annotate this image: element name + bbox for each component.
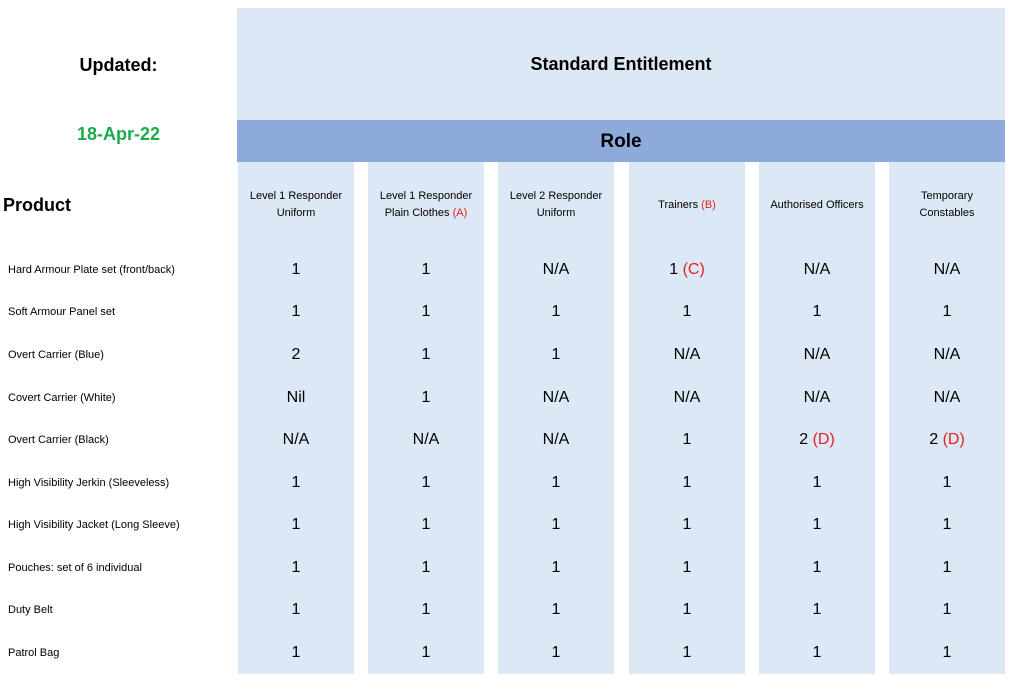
entitlement-value: 1 <box>551 474 561 491</box>
product-name: High Visibility Jerkin (Sleeveless) <box>8 477 170 489</box>
entitlement-cell <box>238 516 354 534</box>
role-note-marker: (B) <box>698 198 716 211</box>
entitlement-note-marker: (D) <box>938 431 965 448</box>
entitlement-value: N/A <box>933 346 961 363</box>
entitlement-value: 1 <box>551 303 561 320</box>
entitlement-cell <box>368 474 484 492</box>
entitlement-cell <box>759 346 875 364</box>
entitlement-cell <box>759 601 875 619</box>
entitlement-cell <box>759 474 875 492</box>
entitlement-cell <box>498 389 614 407</box>
entitlement-value: 1 <box>682 601 692 618</box>
role-column-header <box>759 180 875 230</box>
entitlement-value: 1 <box>551 516 561 533</box>
entitlement-value: 1 <box>682 474 692 491</box>
entitlement-cell <box>238 261 354 279</box>
entitlement-cell <box>368 644 484 662</box>
product-name: Hard Armour Plate set (front/back) <box>8 264 175 276</box>
role-column-background <box>629 162 745 674</box>
entitlement-cell <box>889 261 1005 279</box>
entitlement-note-marker: (C) <box>678 261 705 278</box>
entitlement-cell <box>759 303 875 321</box>
entitlement-value: 1 <box>421 389 431 406</box>
entitlement-cell <box>759 559 875 577</box>
entitlement-value: N/A <box>412 431 440 448</box>
entitlement-value: 1 <box>682 303 692 320</box>
product-name: Pouches: set of 6 individual <box>8 562 142 574</box>
entitlement-value: 1 <box>291 303 301 320</box>
entitlement-value: 2 <box>291 346 301 363</box>
entitlement-cell <box>238 644 354 662</box>
role-label-line: Trainers <box>658 198 699 211</box>
entitlement-value: N/A <box>673 389 701 406</box>
entitlement-cell <box>238 346 354 364</box>
entitlement-cell <box>498 303 614 321</box>
entitlement-cell <box>498 644 614 662</box>
entitlement-cell <box>889 431 1005 449</box>
entitlement-value: 1 <box>291 559 301 576</box>
product-name: High Visibility Jacket (Long Sleeve) <box>8 519 180 531</box>
entitlement-cell <box>498 346 614 364</box>
entitlement-value: N/A <box>282 431 310 448</box>
role-column-header <box>889 180 1005 230</box>
entitlement-cell <box>498 601 614 619</box>
entitlement-cell <box>889 559 1005 577</box>
entitlement-cell <box>368 261 484 279</box>
entitlement-cell <box>238 431 354 449</box>
entitlement-value: 1 <box>291 644 301 661</box>
entitlement-cell <box>368 346 484 364</box>
entitlement-cell <box>238 559 354 577</box>
entitlement-value: 2 <box>799 431 809 448</box>
role-column-background <box>759 162 875 674</box>
updated-date: 18-Apr-22 <box>76 124 161 144</box>
entitlement-cell <box>498 474 614 492</box>
role-label-line: Uniform <box>276 207 316 219</box>
role-label-line: Uniform <box>536 207 576 219</box>
role-column-label <box>919 188 974 222</box>
entitlement-cell <box>368 516 484 534</box>
product-name: Covert Carrier (White) <box>8 392 116 404</box>
entitlement-cell <box>759 516 875 534</box>
entitlement-value: N/A <box>803 389 831 406</box>
entitlement-value: 1 <box>421 303 431 320</box>
role-label-line: Plain Clothes <box>384 207 450 219</box>
entitlement-cell <box>629 431 745 449</box>
entitlement-cell <box>629 346 745 364</box>
entitlement-value: 1 <box>942 559 952 576</box>
entitlement-value: 1 <box>291 474 301 491</box>
entitlement-value: 1 <box>421 474 431 491</box>
entitlement-value: N/A <box>542 431 570 448</box>
entitlement-value: 1 <box>551 644 561 661</box>
role-column-header <box>368 180 484 230</box>
entitlement-value: 1 <box>551 601 561 618</box>
product-name: Duty Belt <box>8 604 53 616</box>
entitlement-cell <box>498 261 614 279</box>
entitlement-cell <box>759 389 875 407</box>
entitlement-value: 1 <box>291 516 301 533</box>
entitlement-value: 1 <box>812 559 822 576</box>
role-label-line: Temporary <box>921 190 973 202</box>
role-title: Role <box>600 131 642 152</box>
standard-entitlement-title: Standard Entitlement <box>530 54 712 74</box>
entitlement-value: 1 <box>942 474 952 491</box>
role-column-label <box>380 188 472 222</box>
entitlement-value: 1 <box>291 601 301 618</box>
role-column-background <box>368 162 484 674</box>
role-column-label <box>510 188 602 222</box>
entitlement-value: 1 <box>682 516 692 533</box>
entitlement-value: N/A <box>542 389 570 406</box>
entitlement-cell <box>629 389 745 407</box>
product-name: Overt Carrier (Black) <box>8 434 109 446</box>
entitlement-cell <box>368 389 484 407</box>
entitlement-cell <box>368 303 484 321</box>
entitlement-cell <box>238 389 354 407</box>
entitlement-cell <box>368 431 484 449</box>
entitlement-value: 1 <box>812 516 822 533</box>
entitlement-cell <box>759 431 875 449</box>
entitlement-value: N/A <box>803 261 831 278</box>
entitlement-value: 1 <box>421 346 431 363</box>
entitlement-value: 1 <box>421 601 431 618</box>
entitlement-value: 1 <box>942 516 952 533</box>
entitlement-value: 1 <box>812 644 822 661</box>
updated-label: Updated: <box>79 55 158 75</box>
entitlement-cell <box>889 474 1005 492</box>
entitlement-cell <box>889 303 1005 321</box>
product-name: Soft Armour Panel set <box>8 306 115 318</box>
role-column-background <box>238 162 354 674</box>
role-label-line: Level 2 Responder <box>509 190 603 202</box>
entitlement-cell <box>629 601 745 619</box>
product-header: Product <box>3 195 72 215</box>
entitlement-cell <box>889 644 1005 662</box>
entitlement-cell <box>889 389 1005 407</box>
entitlement-value: 1 <box>551 559 561 576</box>
entitlement-cell <box>498 516 614 534</box>
entitlement-value: N/A <box>803 346 831 363</box>
role-column-header <box>498 180 614 230</box>
entitlement-cell <box>629 644 745 662</box>
entitlement-cell <box>629 516 745 534</box>
entitlement-cell <box>238 303 354 321</box>
entitlement-cell <box>759 644 875 662</box>
role-label-line: Constables <box>919 207 975 219</box>
entitlement-value: 2 <box>929 431 939 448</box>
entitlement-cell <box>368 601 484 619</box>
entitlement-cell <box>889 346 1005 364</box>
entitlement-value: 1 <box>682 431 692 448</box>
entitlement-cell <box>629 474 745 492</box>
role-column-label <box>770 197 863 214</box>
role-label-line: Level 1 Responder <box>379 190 473 202</box>
entitlement-value: 1 <box>942 601 952 618</box>
entitlement-value: 1 <box>942 303 952 320</box>
entitlement-cell <box>629 303 745 321</box>
product-name: Patrol Bag <box>8 647 60 659</box>
entitlement-cell <box>238 474 354 492</box>
role-note-marker: (A) <box>449 207 468 219</box>
entitlement-value: 1 <box>682 559 692 576</box>
entitlement-value: 1 <box>421 516 431 533</box>
role-label-line: Level 1 Responder <box>249 190 343 202</box>
entitlement-value: 1 <box>421 261 431 278</box>
entitlement-note-marker: (D) <box>808 431 835 448</box>
entitlement-cell <box>629 559 745 577</box>
role-column-header <box>238 180 354 230</box>
entitlement-value: 1 <box>682 644 692 661</box>
entitlement-value: 1 <box>812 303 822 320</box>
entitlement-value: 1 <box>291 261 301 278</box>
entitlement-cell <box>889 601 1005 619</box>
entitlement-value: 1 <box>551 346 561 363</box>
role-label-line: Authorised Officers <box>770 198 864 211</box>
entitlement-value: N/A <box>933 261 961 278</box>
role-column-background <box>889 162 1005 674</box>
role-column-label <box>658 197 716 214</box>
entitlement-value: 1 <box>421 559 431 576</box>
role-column-header <box>629 180 745 230</box>
entitlement-cell <box>498 559 614 577</box>
entitlement-cell <box>759 261 875 279</box>
entitlement-value: N/A <box>933 389 961 406</box>
entitlement-value: N/A <box>673 346 701 363</box>
entitlement-value: 1 <box>421 644 431 661</box>
entitlement-cell <box>889 516 1005 534</box>
entitlement-value: Nil <box>286 389 306 406</box>
role-column-label <box>250 188 342 222</box>
role-column-background <box>498 162 614 674</box>
entitlement-value: 1 <box>669 261 679 278</box>
entitlement-value: 1 <box>812 474 822 491</box>
entitlement-value: 1 <box>942 644 952 661</box>
product-name: Overt Carrier (Blue) <box>8 349 104 361</box>
entitlement-value: 1 <box>812 601 822 618</box>
entitlement-cell <box>629 261 745 279</box>
entitlement-cell <box>238 601 354 619</box>
entitlement-cell <box>498 431 614 449</box>
entitlement-value: N/A <box>542 261 570 278</box>
entitlement-cell <box>368 559 484 577</box>
